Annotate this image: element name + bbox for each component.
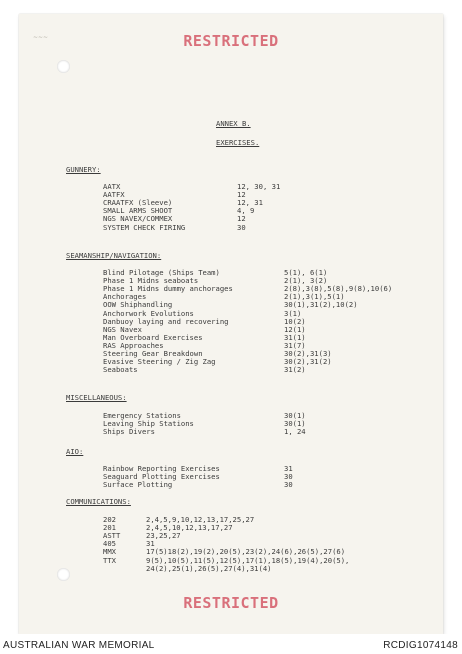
exercise-name: Surface Plotting [103, 480, 173, 490]
exercise-dates: 30(2),31(2) [284, 357, 332, 367]
exercise-dates: 30 [284, 472, 293, 482]
exercise-dates: 31(1) [284, 332, 306, 342]
section-heading: AIO: [66, 447, 84, 456]
exercise-dates: 9(5),10(5),11(5),12(5),17(1),18(5),19(4),20(5), [146, 555, 350, 565]
exercise-dates: 2,4,5,9,10,12,13,17,25,27 [146, 515, 255, 524]
exercise-name: MMX [103, 547, 116, 557]
exercise-dates: 4, 9 [237, 206, 255, 216]
exercise-name: SMALL ARMS SHOOT [103, 206, 173, 216]
exercise-name: Danbuoy laying and recovering [103, 316, 229, 326]
exercise-name: Seaguard Plotting Exercises [103, 472, 220, 482]
exercise-dates: 10(2) [284, 316, 306, 326]
exercise-dates: 17(5)18(2),19(2),20(5),23(2),24(6),26(5),27(6) [146, 547, 346, 557]
exercise-name: CRAATFX (Sleeve) [103, 198, 173, 208]
exercise-name: NGS NAVEX/COMMEX [103, 214, 173, 224]
exercise-name: 202 [103, 515, 116, 524]
exercise-name: SYSTEM CHECK FIRING [103, 222, 186, 232]
exercise-name: OOW Shiphandling [103, 300, 173, 310]
exercise-dates: 5(1), 6(1) [284, 268, 328, 277]
exercise-dates: 30 [284, 480, 293, 490]
exercise-dates: 2(1), 3(2) [284, 276, 328, 286]
exercise-name: Seaboats [103, 365, 138, 375]
faint-pencil-mark: ~~~ [33, 34, 49, 41]
exercise-name: Phase 1 Midns dummy anchorages [103, 284, 233, 294]
exercise-dates: 2(8),3(8),5(8),9(8),10(6) [284, 284, 393, 294]
exercise-name: Steering Gear Breakdown [103, 349, 203, 358]
exercise-dates: 30(1),31(2),10(2) [284, 300, 358, 310]
punch-hole-bottom [57, 568, 70, 581]
exercise-name: Evasive Steering / Zig Zag [103, 357, 216, 367]
exercise-name: Man Overboard Exercises [103, 332, 203, 342]
document-page [19, 14, 443, 634]
exercise-name: Ships Divers [103, 427, 155, 437]
exercise-dates: 31 [146, 539, 155, 549]
exercise-dates: 30 [237, 222, 246, 232]
exercise-name: ASTT [103, 531, 121, 541]
exercise-name: Rainbow Reporting Exercises [103, 464, 220, 473]
exercise-dates: 12 [237, 214, 246, 224]
exercise-name: 405 [103, 539, 116, 549]
exercise-dates: 12(1) [284, 324, 306, 334]
exercise-dates: 23,25,27 [146, 531, 181, 541]
exercise-dates: 31(7) [284, 340, 306, 350]
section-heading: MISCELLANEOUS: [66, 393, 127, 402]
exercise-dates: 12, 30, 31 [237, 182, 281, 191]
document-title: EXERCISES. [216, 138, 260, 147]
exercise-name: NGS Navex [103, 324, 142, 334]
exercise-dates: 3(1) [284, 308, 302, 318]
exercise-dates: 31(2) [284, 365, 306, 375]
punch-hole-top [57, 60, 70, 73]
exercise-name: Phase 1 Midns seaboats [103, 276, 199, 286]
restricted-stamp-top: RESTRICTED [183, 32, 279, 50]
section-heading: SEAMANSHIP/NAVIGATION: [66, 251, 162, 260]
restricted-stamp-bottom: RESTRICTED [183, 594, 279, 612]
exercise-name: Emergency Stations [103, 411, 181, 420]
exercise-dates: 12 [237, 190, 246, 200]
section-heading: GUNNERY: [66, 165, 101, 174]
section-heading: COMMUNICATIONS: [66, 497, 131, 506]
exercise-name: AATX [103, 182, 121, 191]
exercise-name: Leaving Ship Stations [103, 419, 194, 429]
exercise-dates: 30(2),31(3) [284, 349, 332, 358]
exercise-dates: 12, 31 [237, 198, 263, 208]
exercise-name: 201 [103, 523, 116, 533]
exercise-dates: 2(1),3(1),5(1) [284, 292, 345, 302]
exercise-dates: 24(2),25(1),26(5),27(4),31(4) [146, 563, 272, 573]
exercise-dates: 2,4,5,10,12,13,17,27 [146, 523, 233, 533]
footer-institution: AUSTRALIAN WAR MEMORIAL [3, 640, 155, 651]
exercise-name: Blind Pilotage (Ships Team) [103, 268, 220, 277]
annex-label: ANNEX B. [216, 119, 251, 128]
exercise-dates: 30(1) [284, 411, 306, 420]
exercise-name: RAS Approaches [103, 340, 164, 350]
exercise-dates: 1, 24 [284, 427, 306, 437]
exercise-dates: 31 [284, 464, 293, 473]
exercise-name: Anchorages [103, 292, 147, 302]
archive-footer [0, 634, 462, 654]
exercise-name: Anchorwork Evolutions [103, 308, 194, 318]
exercise-name: AATFX [103, 190, 125, 200]
footer-record-id: RCDIG1074148 [383, 640, 458, 651]
exercise-dates: 30(1) [284, 419, 306, 429]
exercise-name: TTX [103, 555, 116, 565]
